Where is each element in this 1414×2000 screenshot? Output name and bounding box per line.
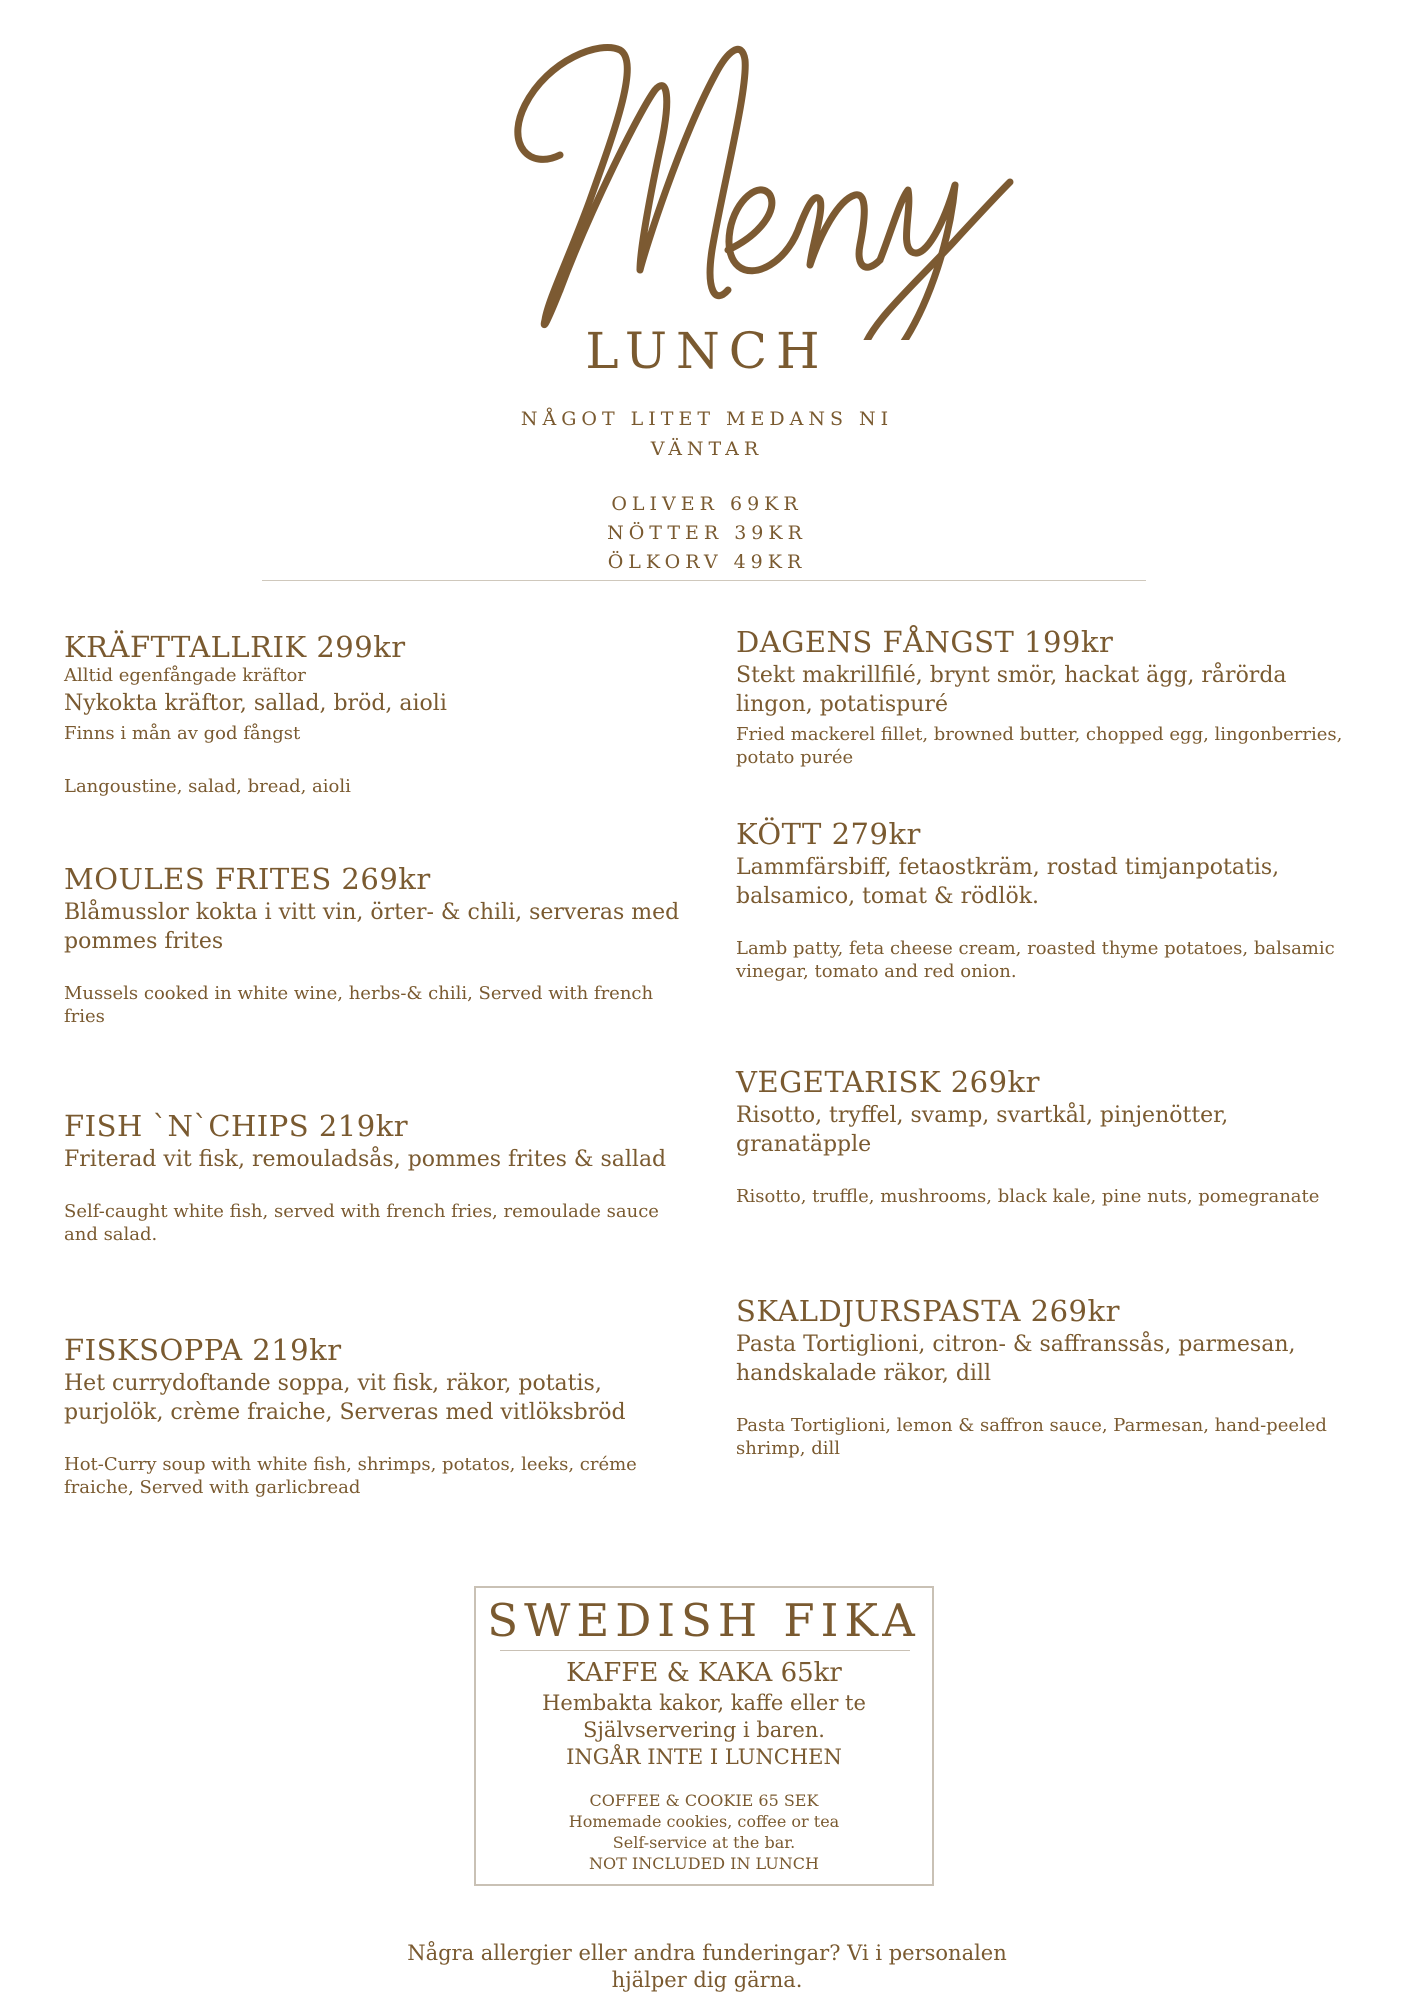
allergy-footer bbox=[0, 1940, 1414, 1994]
snack-item: NÖTTER 39KR bbox=[607, 522, 807, 544]
fika-sv-line: Självservering i baren. bbox=[583, 1718, 825, 1742]
menu-item-dagens bbox=[736, 625, 1356, 769]
tagline-line-2: VÄNTAR bbox=[650, 438, 764, 460]
fika-en-line: Homemade cookies, coffee or tea bbox=[568, 1812, 840, 1831]
item-description-sv: Stekt makrillfilé, brynt smör, hackat ägg, rårörda lingon, potatispuré bbox=[736, 663, 1287, 717]
fika-description-sv bbox=[474, 1690, 934, 1771]
item-title: VEGETARISK 269kr bbox=[736, 1065, 1040, 1099]
item-description-en: Self-caught white fish, served with french fries, remoulade sauce and salad. bbox=[64, 1201, 659, 1245]
item-note: Alltid egenfångade kräftor bbox=[64, 665, 306, 686]
menu-item-fishchips bbox=[64, 1109, 684, 1246]
item-title: DAGENS FÅNGST 199kr bbox=[736, 625, 1114, 659]
item-title: SKALDJURSPASTA 269kr bbox=[736, 1294, 1120, 1328]
item-description-sv: Blåmusslor kokta i vitt vin, örter- & chili, serveras med pommes frites bbox=[64, 900, 680, 954]
item-description-en: Mussels cooked in white wine, herbs-& chili, Served with french fries bbox=[64, 983, 654, 1027]
lunch-heading: LUNCH bbox=[585, 322, 829, 380]
fika-title: SWEDISH FIKA bbox=[487, 1594, 921, 1647]
fika-en-line: COFFEE & COOKIE 65 SEK bbox=[589, 1791, 819, 1810]
footer-line: hjälper dig gärna. bbox=[611, 1968, 803, 1992]
tagline bbox=[0, 404, 1414, 464]
item-description-en: Risotto, truffle, mushrooms, black kale, pine nuts, pomegranate bbox=[736, 1186, 1320, 1207]
fika-sv-line: INGÅR INTE I LUNCHEN bbox=[566, 1745, 842, 1769]
item-description-sv: Friterad vit fisk, remouladsås, pommes frites & sallad bbox=[64, 1147, 667, 1172]
fika-en-line: Self-service at the bar. bbox=[612, 1833, 796, 1852]
item-title: KÖTT 279kr bbox=[736, 817, 921, 851]
fika-description-en bbox=[474, 1790, 934, 1874]
header-divider bbox=[262, 580, 1146, 581]
snack-item: OLIVER 69KR bbox=[611, 493, 803, 515]
menu-item-kott bbox=[736, 817, 1356, 983]
item-description-sv: Pasta Tortiglioni, citron- & saffranssås, parmesan, handskalade räkor, dill bbox=[736, 1332, 1296, 1386]
menu-item-skaldjurspasta bbox=[736, 1294, 1356, 1460]
tagline-line-1: NÅGOT LITET MEDANS NI bbox=[520, 408, 894, 430]
item-title: KRÄFTTALLRIK 299kr bbox=[64, 630, 406, 664]
menu-item-vegetarisk bbox=[736, 1065, 1356, 1208]
item-title: MOULES FRITES 269kr bbox=[64, 862, 431, 896]
item-description-en: Lamb patty, feta cheese cream, roasted thyme potatoes, balsamic vinegar, tomato and red onion. bbox=[736, 938, 1335, 982]
meny-script-title bbox=[0, 20, 1414, 340]
item-description-sv: Risotto, tryffel, svamp, svartkål, pinjenötter, granatäpple bbox=[736, 1103, 1229, 1157]
item-description-en: Hot-Curry soup with white fish, shrimps, potatos, leeks, créme fraiche, Served with garlicbread bbox=[64, 1454, 637, 1498]
fika-subtitle: KAFFE & KAKA 65kr bbox=[566, 1658, 842, 1688]
item-description-sv: Lammfärsbiff, fetaostkräm, rostad timjanpotatis, balsamico, tomat & rödlök. bbox=[736, 855, 1280, 909]
item-title: FISKSOPPA 219kr bbox=[64, 1333, 342, 1367]
snack-item: ÖLKORV 49KR bbox=[607, 551, 807, 573]
menu-item-kraftallrik bbox=[64, 630, 684, 798]
fika-divider bbox=[500, 1650, 910, 1651]
fika-sv-line: Hembakta kakor, kaffe eller te bbox=[542, 1691, 866, 1715]
item-description-en: Pasta Tortiglioni, lemon & saffron sauce, Parmesan, hand-peeled shrimp, dill bbox=[736, 1415, 1327, 1459]
menu-item-moules bbox=[64, 862, 684, 1028]
footer-line: Några allergier eller andra funderingar? Vi i personalen bbox=[407, 1941, 1007, 1965]
item-description-sv: Nykokta kräftor, sallad, bröd, aioli bbox=[64, 691, 447, 716]
snacks-list bbox=[0, 490, 1414, 577]
item-description-en: Langoustine, salad, bread, aioli bbox=[64, 776, 351, 797]
item-description-sv: Het currydoftande soppa, vit fisk, räkor, potatis, purjolök, crème fraiche, Serveras med vitlöksbröd bbox=[64, 1371, 626, 1425]
menu-item-fisksoppa bbox=[64, 1333, 684, 1499]
item-title: FISH `N`CHIPS 219kr bbox=[64, 1109, 409, 1143]
item-description-en: Fried mackerel fillet, browned butter, chopped egg, lingonberries, potato purée bbox=[736, 724, 1343, 768]
fika-en-line: NOT INCLUDED IN LUNCH bbox=[589, 1854, 819, 1873]
item-note: Finns i mån av god fångst bbox=[64, 723, 301, 744]
